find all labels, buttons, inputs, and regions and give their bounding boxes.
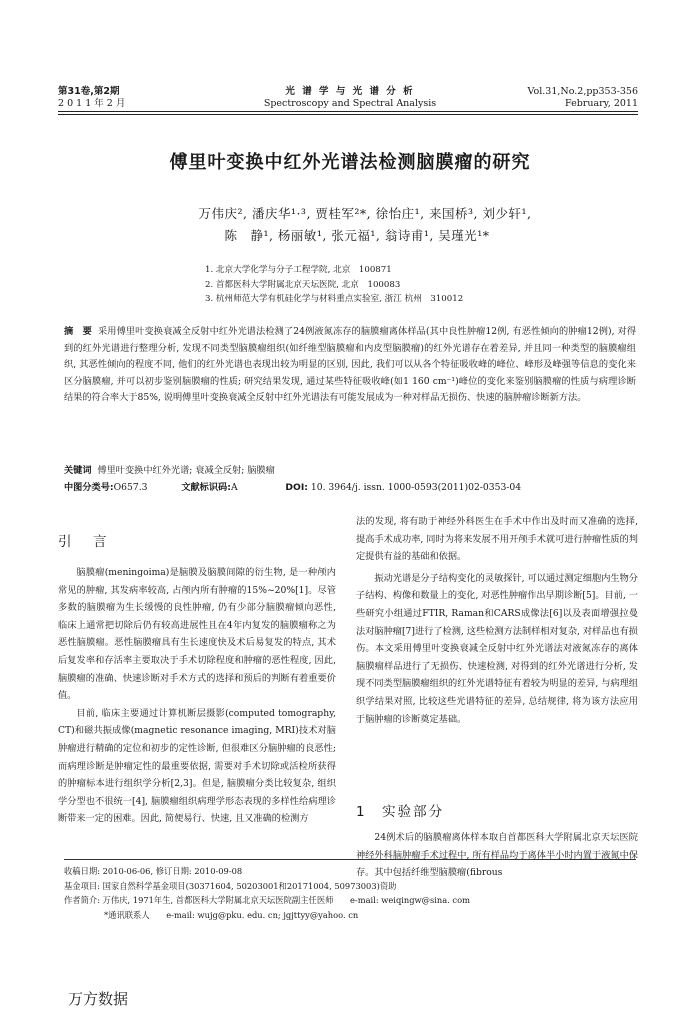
intro-paragraph-2: 目前, 临床主要通过计算机断层摄影(computed tomography, CT)和磁共振成像(magnetic resonance imaging, MRI)技术对脑肿瘤进行精确的定位和初步的定性诊断, 但很难区分脑肿瘤的良恶性; 而病理诊断是肿瘤定性的最重要依据, 需要对手术切除或活检所获得的肿瘤标本进行组织学分析[2,3]。但是, 脑膜瘤分类比较复杂, 组织学分型也不很统一[4], 脑膜瘤组织病理学形态表现的多样性给病理诊断带来一定的困难。因此, 简便易行、快速, 且又准确的检测方 <box>58 707 336 825</box>
affiliations <box>205 263 463 307</box>
intro-continued: 法的发现, 将有助于神经外科医生在手术中作出及时而又准确的选择, 提高手术成功率, 同时为将来发展不用开颅手术就可进行肿瘤性质的判定提供有益的基础和依据。 <box>356 516 638 563</box>
authors-line-1: 万伟庆², 潘庆华¹·³, 贾桂军²*, 徐怡庄¹, 来国桥³, 刘少轩¹, <box>198 206 532 221</box>
paper-title: 傅里叶变换中红外光谱法检测脑膜瘤的研究 <box>169 152 531 173</box>
affiliation-2: 2. 首都医科大学附属北京天坛医院, 北京 100083 <box>205 279 401 290</box>
section-1-heading: 1 实验部分 <box>356 804 445 820</box>
abstract-text: 采用傅里叶变换衰减全反射中红外光谱法检测了24例液氮冻存的脑膜瘤离体样品(其中良性肿瘤12例, 有恶性倾向的肿瘤12例), 对得到的红外光谱进行整理分析, 发现不同类型脑膜瘤组织(如纤维型脑膜瘤和内皮型脑膜瘤)的红外光谱存在着差异, 并且同一种类型的脑膜瘤组织, 其恶性倾向的程度不同, 他们的红外光谱也表现出较为明显的区别, 因此, 我们可以从各个特征吸收峰的峰位、峰形及峰强等信息的变化来区分脑膜瘤, 并可以初步鉴别脑膜瘤的性质; 研究结果发现, 通过某些特征吸收峰(如1 160 cm⁻¹)峰位的变化来鉴别脑膜瘤的性质与病理诊断结果的符合率大于85%, 说明傅里叶变换衰减全反射中红外光谱法有可能发展成为一种对样品无损伤、快速的脑肿瘤诊断新方法。 <box>64 326 637 404</box>
intro-heading: 引 言 <box>58 534 111 550</box>
intro-paragraph-3: 振动光谱是分子结构变化的灵敏探针, 可以通过测定细胞内生物分子结构、构像和数量上的变化, 对恶性肿瘤作出早期诊断[5]。目前, 一些研究小组通过FTIR, Raman和CARS成像法[6]以及表面增强拉曼法对脑肿瘤[7]进行了检测, 这些检测方法制样相对复杂, 对样品也有损伤。本文采用傅里叶变换衰减全反射中红外光谱法对液氮冻存的离体脑膜瘤样品进行了无损伤、快速检测, 对得到的红外光谱进行分析, 发现不同类型脑膜瘤组织的红外光谱特征有着较为明显的差异, 与病理组织学结果对照, 比较这些光谱特征的差异, 总结规律, 将为该方法应用于脑肿瘤的诊断奠定基础。 <box>356 572 638 725</box>
header-volume-cn: 第31卷,第2期 2 0 1 1 年 2 月 <box>58 86 126 109</box>
abstract <box>64 324 636 407</box>
footnote-rule <box>64 859 636 860</box>
header-rule-thin <box>58 114 638 115</box>
header-journal: 光 谱 学 与 光 谱 分 析 Spectroscopy and Spectral Analysis <box>263 86 437 109</box>
classification: 中图分类号:O657.3 文献标识码:A DOI: 10. 3964/j. issn. 1000-0593(2011)02-0353-04 <box>64 482 522 493</box>
header-volume-en: Vol.31,No.2,pp353-356 February, 2011 <box>527 86 638 109</box>
footnote-received: 收稿日期: 2010-06-06, 修订日期: 2010-09-08 <box>64 866 243 876</box>
footnote-corresponding: *通讯联系人 e-mail: wujg@pku. edu. cn; jgjttyy@yahoo. cn <box>104 909 359 920</box>
affiliation-3: 3. 杭州师范大学有机硅化学与材料重点实验室, 浙江 杭州 310012 <box>205 294 464 304</box>
section-1-text: 24例术后的脑膜瘤离体样本取自首都医科大学附属北京天坛医院神经外科脑肿瘤手术过程中, 所有样品均于离体半小时内置于液氮中保存。其中包括纤维型脑膜瘤(fibrous <box>356 832 638 879</box>
intro-left-column <box>58 564 336 828</box>
header-rule <box>58 111 638 112</box>
authors-line-2: 陈 静¹, 杨丽敏¹, 张元福¹, 翁诗甫¹, 吴瑾光¹* <box>224 228 490 243</box>
watermark-text: 万方数据 <box>68 990 129 1008</box>
keywords: 关键词 傅里叶变换中红外光谱; 衰减全反射; 脑膜瘤 <box>64 465 275 476</box>
abstract-label: 摘 要 <box>64 326 92 337</box>
footnote-bio: 作者简介: 万伟庆, 1971年生, 首都医科大学附属北京天坛医院副主任医师 e-mail: weiqingw@sina. com <box>64 895 470 905</box>
intro-right-column <box>356 513 638 728</box>
intro-paragraph-1: 脑膜瘤(meningoima)是脑膜及脑膜间隙的衍生物, 是一种颅内常见的肿瘤, 其发病率较高, 占颅内所有肿瘤的15%~20%[1]。尽管多数的脑膜瘤为生长缓慢的良性肿瘤, 仍有少部分脑膜瘤倾向恶性, 临床上通常把切除后仍有较高进展性且在4年内复发的脑膜瘤称之为恶性脑膜瘤。恶性脑膜瘤具有生长速度快及术后易复发的特点, 其术后复发率和存活率主要取决于手术切除程度和肿瘤的恶性程度, 因此, 脑膜瘤的准确、快速诊断对手术方式的选择和预后的判断有着重要价值。 <box>58 567 336 702</box>
footnote-fund: 基金项目: 国家自然科学基金项目(30371604, 50203001和20171004, 50973003)资助 <box>64 880 397 891</box>
footnotes <box>64 864 636 922</box>
affiliation-1: 1. 北京大学化学与分子工程学院, 北京 100871 <box>205 265 392 275</box>
